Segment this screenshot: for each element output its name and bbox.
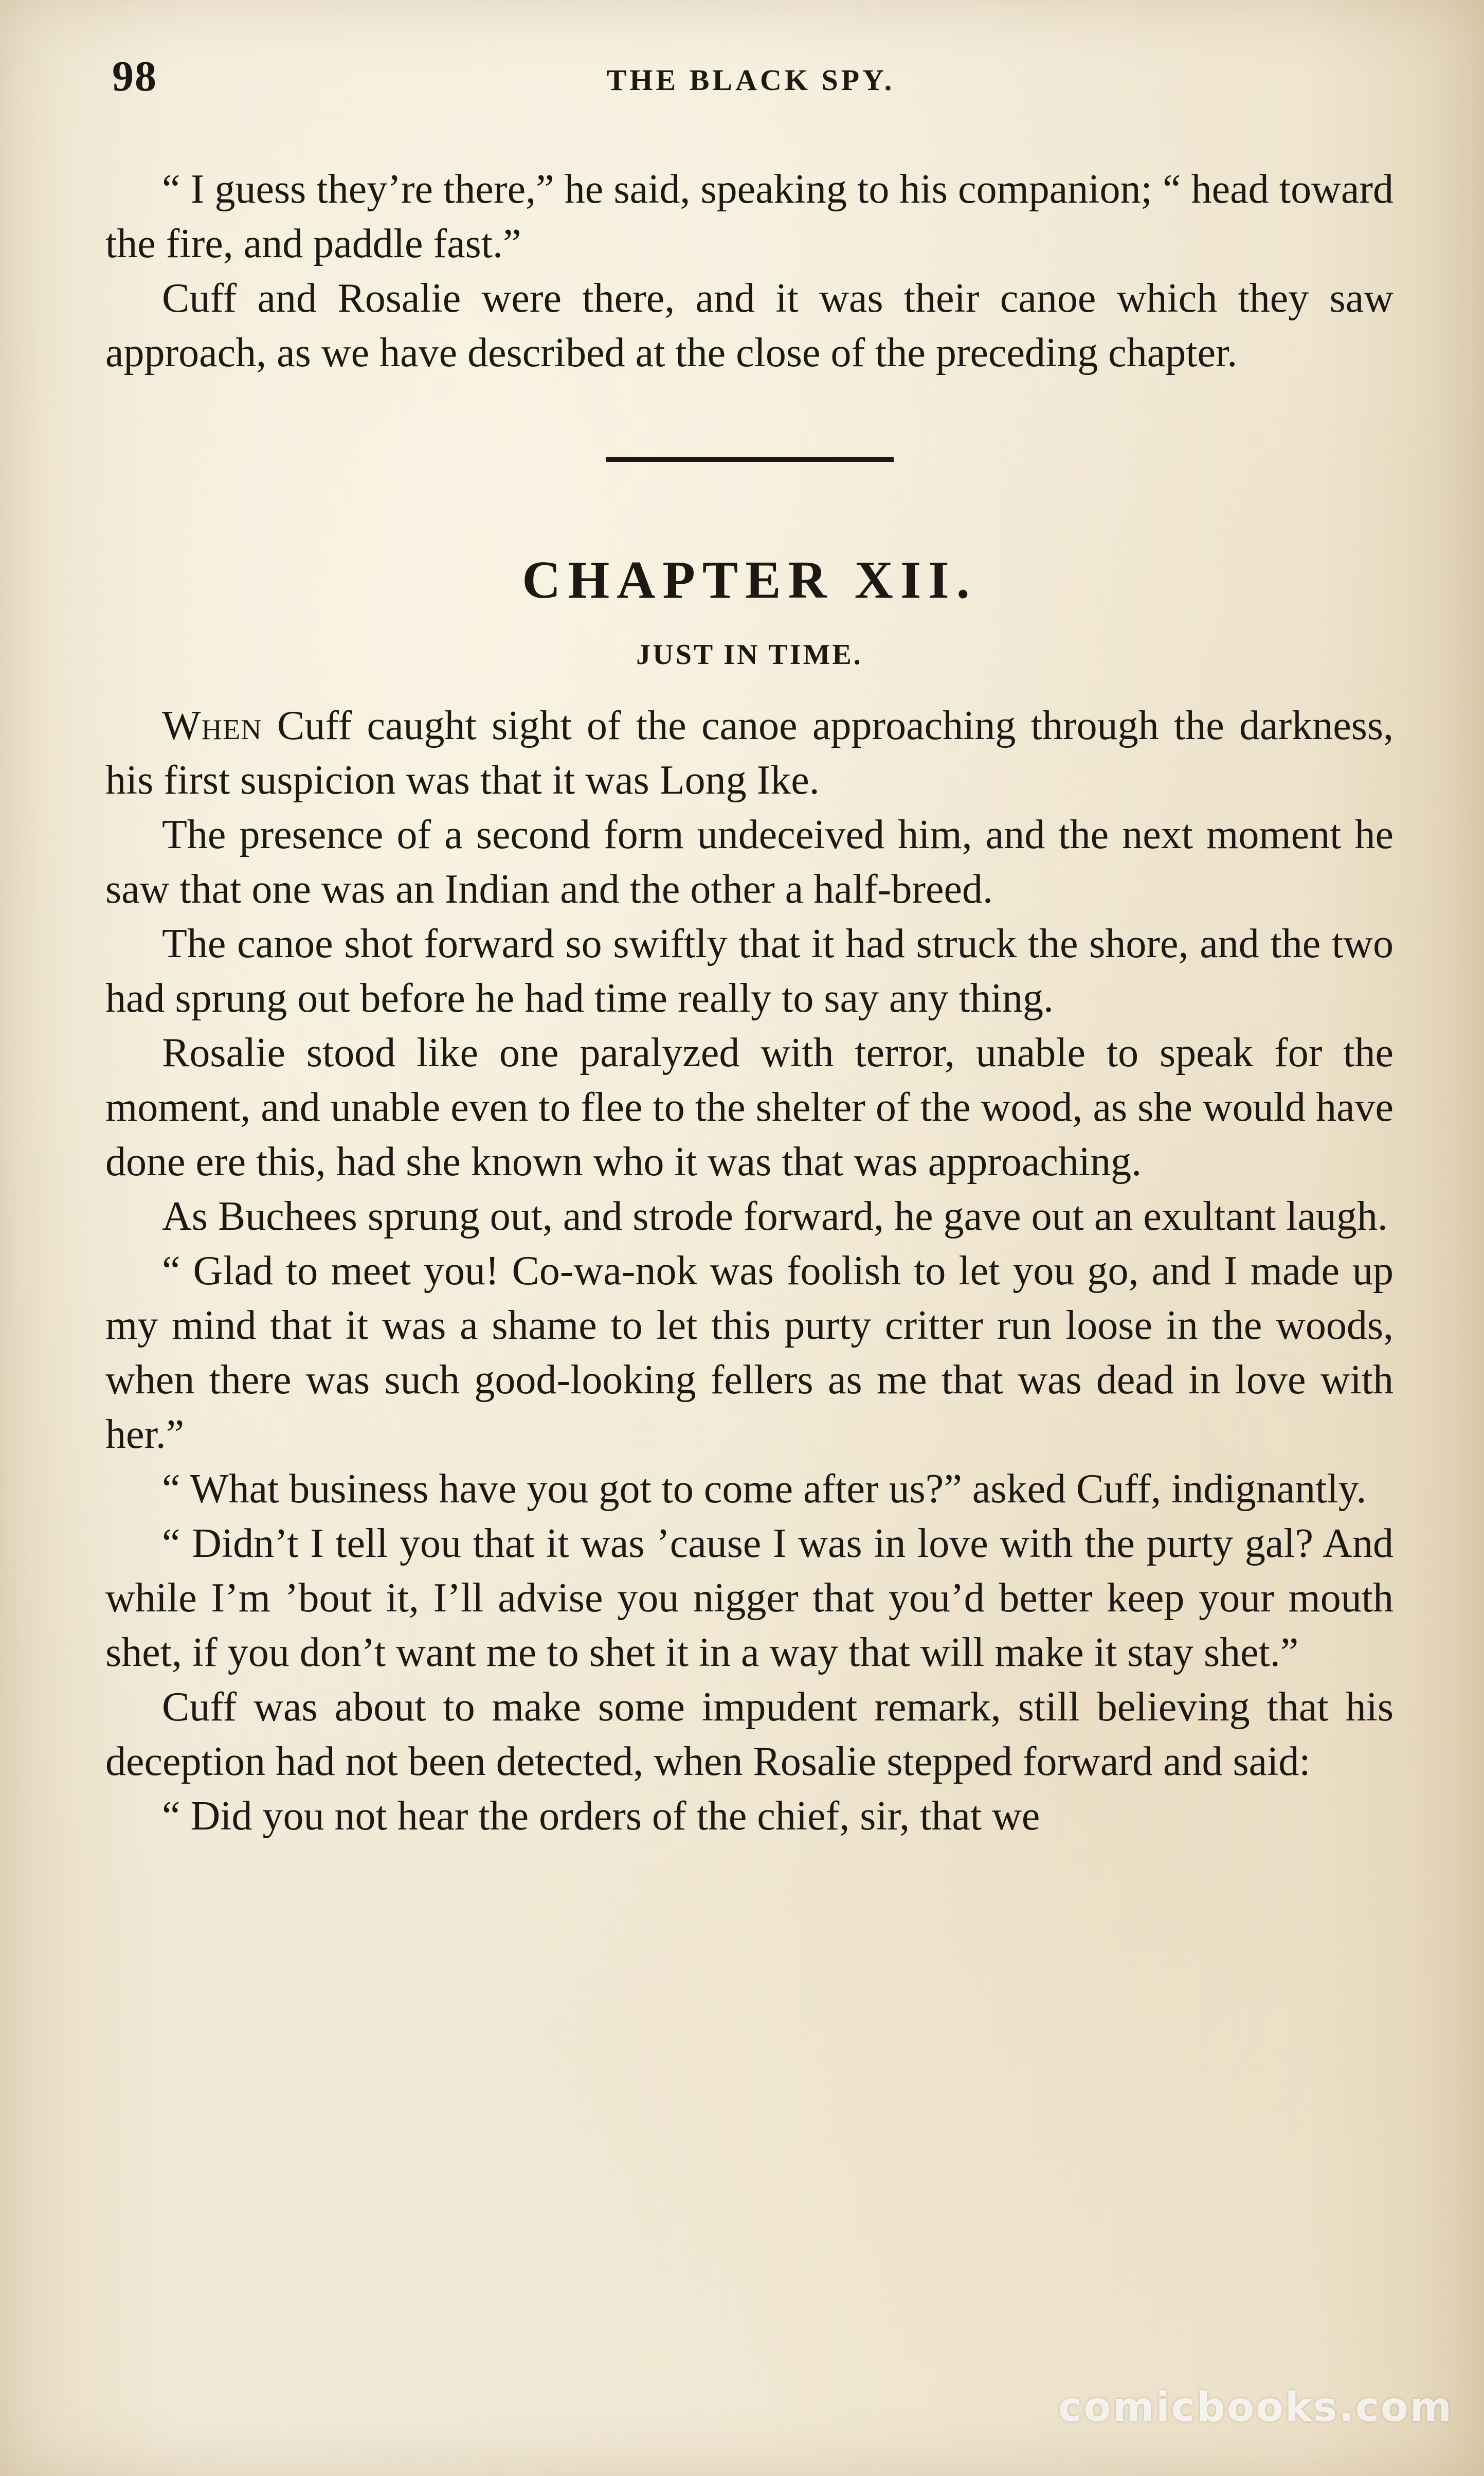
watermark: comicbooks.com — [1058, 2384, 1453, 2431]
page-body — [105, 162, 1393, 1843]
opening-word: When — [162, 703, 262, 748]
chapter-title: CHAPTER XII. — [522, 550, 977, 609]
paragraph: “ What business have you got to come after us?” asked Cuff, indignantly. — [162, 1466, 1367, 1512]
paragraph-opening — [105, 698, 1393, 808]
opening-text: Cuff caught sight of the canoe approaching through the darkness, his first suspicion was that it was Long Ike. — [105, 703, 1393, 803]
paragraph: As Buchees sprung out, and strode forward, he gave out an exultant laugh. — [162, 1194, 1388, 1239]
paragraph: Cuff and Rosalie were there, and it was their canoe which they saw approach, as we have described at the close of the preceding chapter. — [105, 276, 1393, 375]
page-number: 98 — [112, 52, 157, 100]
running-head: THE BLACK SPY. — [606, 63, 895, 97]
paragraph: “ Didn’t I tell you that it was ’cause I was in love with the purty gal? And while I’m ’bout it, I’ll advise you nigger that you’d better keep your mouth shet, if you don’t want me to shet it in a way that will make it stay shet.” — [105, 1521, 1393, 1675]
paragraph: Cuff was about to make some impudent remark, still believing that his deception had not been detected, when Rosalie stepped forward and said: — [105, 1684, 1393, 1784]
chapter-subtitle: JUST IN TIME. — [636, 639, 863, 671]
paragraph: The canoe shot forward so swiftly that it had struck the shore, and the two had sprung out before he had time really to say any thing. — [105, 921, 1393, 1021]
paragraph: “ I guess they’re there,” he said, speaking to his companion; “ head toward the fire, and paddle fast.” — [105, 167, 1393, 266]
page-header — [103, 51, 1399, 113]
paragraph: The presence of a second form undeceived him, and the next moment he saw that one was an Indian and the other a half-breed. — [105, 812, 1393, 912]
paragraph: “ Glad to meet you! Co-wa-nok was foolish to let you go, and I made up my mind that it was a shame to let this purty critter run loose in the woods, when there was such good-looking fellers as me that was dead in love with her.” — [105, 1248, 1393, 1457]
section-divider — [606, 457, 894, 462]
paragraph: Rosalie stood like one paralyzed with terror, unable to speak for the moment, and unable even to flee to the shelter of the wood, as she would have done ere this, had she known who it was that was approaching. — [105, 1030, 1393, 1185]
paragraph-last: “ Did you not hear the orders of the chief, sir, that we — [162, 1793, 1040, 1839]
